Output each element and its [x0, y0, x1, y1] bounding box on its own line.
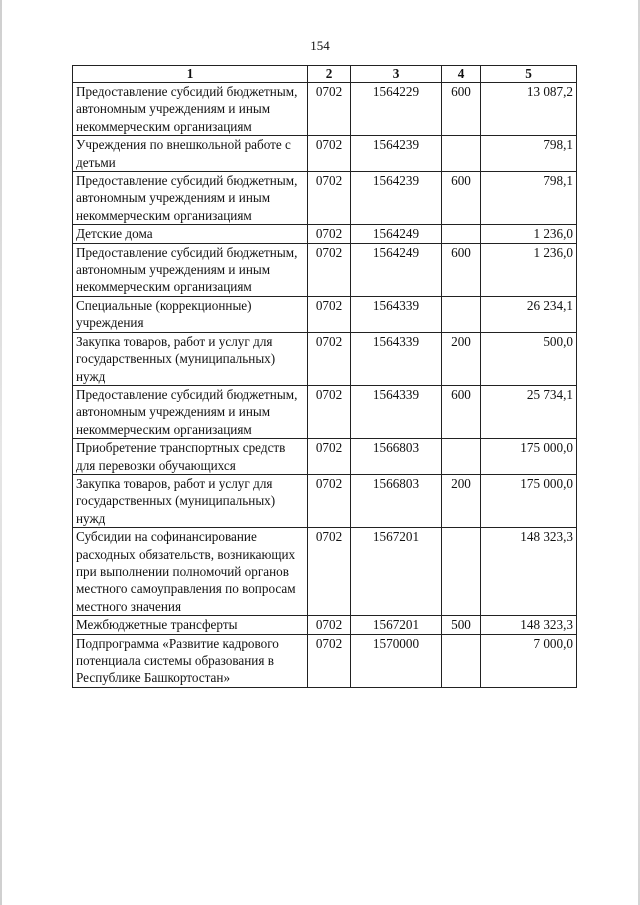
row-expense-type: 600	[442, 243, 481, 296]
table-row	[73, 474, 577, 527]
row-amount: 798,1	[481, 136, 577, 172]
row-amount: 148 323,3	[481, 528, 577, 616]
row-target-article: 1564249	[351, 225, 442, 243]
table-row	[73, 225, 577, 243]
table-row	[73, 634, 577, 687]
row-expense-type: 600	[442, 172, 481, 225]
row-section-code: 0702	[308, 616, 351, 634]
table-row	[73, 332, 577, 385]
row-target-article: 1566803	[351, 474, 442, 527]
row-expense-type: 200	[442, 332, 481, 385]
row-expense-type	[442, 296, 481, 332]
row-expense-type	[442, 225, 481, 243]
table-row	[73, 439, 577, 475]
row-amount: 7 000,0	[481, 634, 577, 687]
row-expense-type: 600	[442, 385, 481, 438]
row-section-code: 0702	[308, 296, 351, 332]
row-description: Специальные (коррекционные) учреждения	[73, 296, 308, 332]
row-section-code: 0702	[308, 243, 351, 296]
row-description: Детские дома	[73, 225, 308, 243]
row-expense-type: 600	[442, 83, 481, 136]
row-section-code: 0702	[308, 385, 351, 438]
row-expense-type	[442, 528, 481, 616]
table-header-row	[73, 66, 577, 83]
row-section-code: 0702	[308, 528, 351, 616]
row-section-code: 0702	[308, 225, 351, 243]
table-row	[73, 243, 577, 296]
row-amount: 13 087,2	[481, 83, 577, 136]
row-amount: 26 234,1	[481, 296, 577, 332]
row-expense-type: 200	[442, 474, 481, 527]
row-section-code: 0702	[308, 634, 351, 687]
row-amount: 1 236,0	[481, 225, 577, 243]
row-description: Межбюджетные трансферты	[73, 616, 308, 634]
header-col-3: 3	[351, 66, 442, 83]
table-body	[73, 83, 577, 688]
row-target-article: 1566803	[351, 439, 442, 475]
row-description: Предоставление субсидий бюджетным, автономным учреждениям и иным некоммерческим организациям	[73, 172, 308, 225]
row-target-article: 1564239	[351, 136, 442, 172]
row-target-article: 1564339	[351, 332, 442, 385]
table-row	[73, 385, 577, 438]
row-description: Предоставление субсидий бюджетным, автономным учреждениям и иным некоммерческим организациям	[73, 243, 308, 296]
scan-edge-left	[0, 0, 2, 905]
row-amount: 148 323,3	[481, 616, 577, 634]
table-row	[73, 136, 577, 172]
header-col-4: 4	[442, 66, 481, 83]
row-amount: 175 000,0	[481, 439, 577, 475]
row-section-code: 0702	[308, 474, 351, 527]
row-amount: 25 734,1	[481, 385, 577, 438]
row-section-code: 0702	[308, 332, 351, 385]
row-description: Подпрограмма «Развитие кадрового потенциала системы образования в Республике Башкортостан»	[73, 634, 308, 687]
row-target-article: 1564339	[351, 385, 442, 438]
table-row	[73, 528, 577, 616]
row-target-article: 1567201	[351, 528, 442, 616]
row-description: Приобретение транспортных средств для перевозки обучающихся	[73, 439, 308, 475]
row-target-article: 1564249	[351, 243, 442, 296]
row-expense-type: 500	[442, 616, 481, 634]
header-col-2: 2	[308, 66, 351, 83]
row-section-code: 0702	[308, 172, 351, 225]
row-expense-type	[442, 634, 481, 687]
table-row	[73, 296, 577, 332]
row-target-article: 1564339	[351, 296, 442, 332]
row-expense-type	[442, 136, 481, 172]
row-target-article: 1570000	[351, 634, 442, 687]
budget-table	[72, 65, 577, 688]
row-section-code: 0702	[308, 83, 351, 136]
row-amount: 798,1	[481, 172, 577, 225]
row-description: Предоставление субсидий бюджетным, автономным учреждениям и иным некоммерческим организациям	[73, 83, 308, 136]
row-description: Закупка товаров, работ и услуг для государственных (муниципальных) нужд	[73, 332, 308, 385]
header-col-5: 5	[481, 66, 577, 83]
row-description: Учреждения по внешкольной работе с детьми	[73, 136, 308, 172]
row-description: Субсидии на софинансирование расходных обязательств, возникающих при выполнении полномочий органов местного самоуправления по вопросам местного значения	[73, 528, 308, 616]
row-amount: 175 000,0	[481, 474, 577, 527]
row-target-article: 1564229	[351, 83, 442, 136]
table-row	[73, 172, 577, 225]
row-section-code: 0702	[308, 439, 351, 475]
row-description: Закупка товаров, работ и услуг для государственных (муниципальных) нужд	[73, 474, 308, 527]
table-row	[73, 83, 577, 136]
row-target-article: 1567201	[351, 616, 442, 634]
table-row	[73, 616, 577, 634]
row-amount: 500,0	[481, 332, 577, 385]
page-number: 154	[310, 38, 330, 53]
row-amount: 1 236,0	[481, 243, 577, 296]
row-expense-type	[442, 439, 481, 475]
row-section-code: 0702	[308, 136, 351, 172]
header-col-1: 1	[73, 66, 308, 83]
row-description: Предоставление субсидий бюджетным, автономным учреждениям и иным некоммерческим организациям	[73, 385, 308, 438]
row-target-article: 1564239	[351, 172, 442, 225]
